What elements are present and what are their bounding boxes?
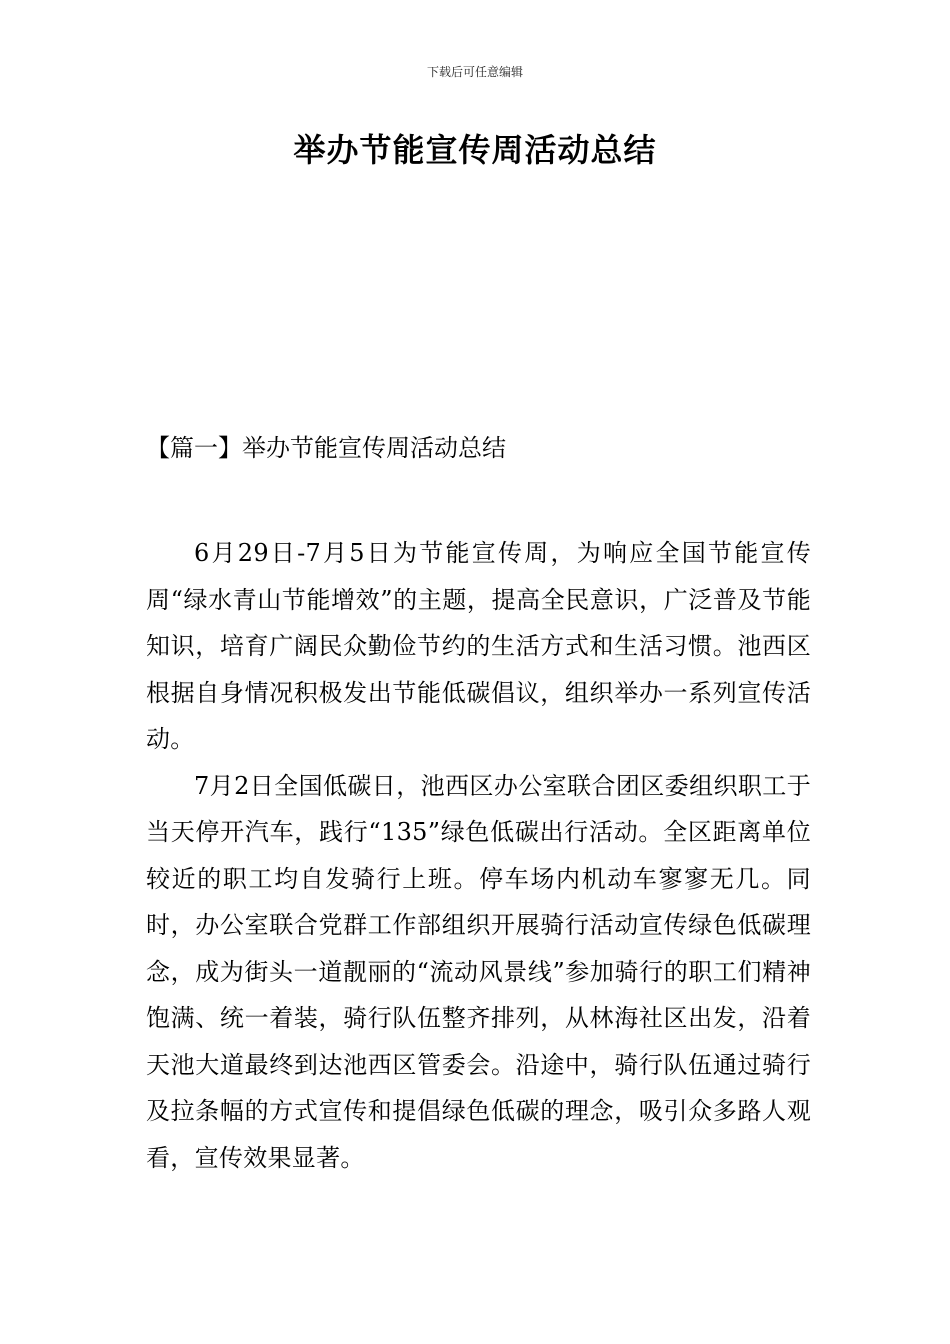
section-heading: 【篇一】举办节能宣传周活动总结 <box>146 434 506 462</box>
paragraph: 7月2日全国低碳日，池西区办公室联合团区委组织职工于当天停开汽车，践行“135”绿色低碳出行活动。全区距离单位较近的职工均自发骑行上班。停车场内机动车寥寥无几。同时，办公室联合党群工作部组织开展骑行活动宣传绿色低碳理念，成为街头一道靓丽的“流动风景线”参加骑行的职工们精神饱满、统一着装，骑行队伍整齐排列，从林海社区出发，沿着天池大道最终到达池西区管委会。沿途中，骑行队伍通过骑行及拉条幅的方式宣传和提倡绿色低碳的理念，吸引众多路人观看，宣传效果显著。 <box>146 771 811 1172</box>
document-body <box>146 530 811 1181</box>
paragraph: 6月29日-7月5日为节能宣传周，为响应全国节能宣传周“绿水青山节能增效”的主题，提高全民意识，广泛普及节能知识，培育广阔民众勤俭节约的生活方式和生活习惯。池西区根据自身情况积极发出节能低碳倡议，组织举办一系列宣传活动。 <box>146 539 811 753</box>
document-title: 举办节能宣传周活动总结 <box>293 131 657 169</box>
header-note: 下载后可任意编辑 <box>426 65 523 79</box>
